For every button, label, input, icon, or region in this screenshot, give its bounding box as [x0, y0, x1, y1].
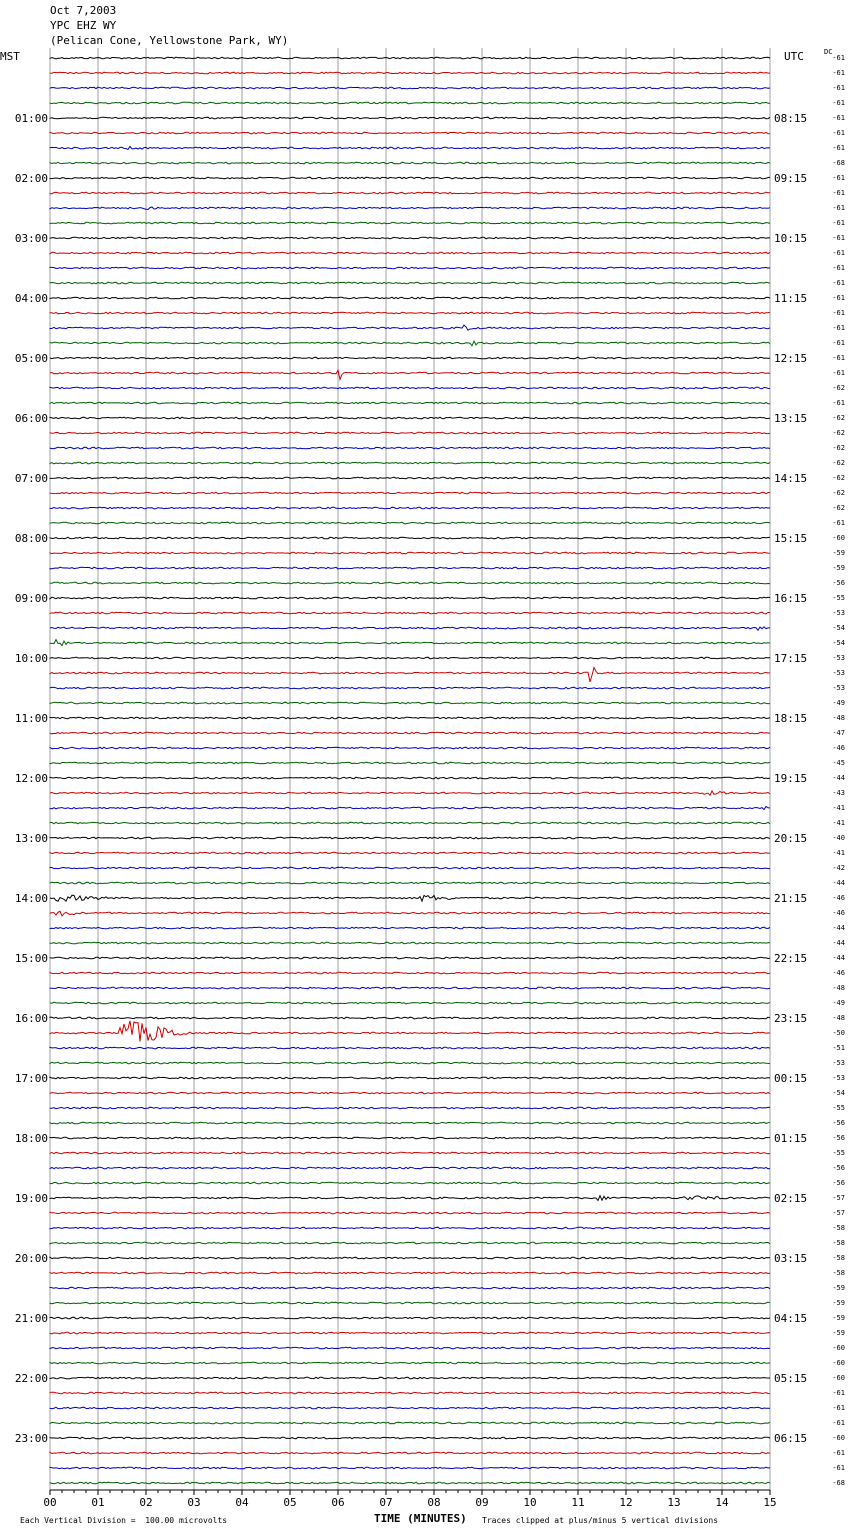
clip-note: Traces clipped at plus/minus 5 vertical divisions — [482, 1516, 719, 1525]
seismic-trace — [50, 1362, 770, 1364]
dc-offset-label: -47 — [832, 729, 845, 737]
dc-offset-label: -62 — [832, 414, 845, 422]
utc-hour-label: 15:15 — [774, 532, 808, 545]
dc-offset-label: -53 — [832, 1059, 845, 1067]
dc-offset-label: -62 — [832, 444, 845, 452]
seismic-trace — [50, 777, 770, 779]
dc-offset-label: -49 — [832, 999, 845, 1007]
utc-hour-label: 06:15 — [774, 1432, 808, 1445]
dc-offset-label: -61 — [832, 264, 845, 272]
seismic-trace — [50, 627, 770, 631]
seismic-trace — [50, 282, 770, 284]
seismic-trace — [50, 657, 770, 659]
x-tick-label: 14 — [715, 1496, 729, 1509]
mst-hour-label: 19:00 — [14, 1192, 48, 1205]
dc-offset-label: -61 — [832, 54, 845, 62]
seismic-trace — [50, 717, 770, 719]
seismic-trace — [50, 837, 770, 839]
seismic-trace — [50, 1302, 770, 1304]
mst-hour-label: 05:00 — [14, 352, 48, 365]
utc-hour-label: 11:15 — [774, 292, 808, 305]
seismic-trace — [50, 1062, 770, 1064]
seismic-trace — [50, 177, 770, 179]
seismic-trace — [50, 668, 770, 682]
dc-offset-label: -61 — [832, 174, 845, 182]
seismic-trace — [50, 567, 770, 569]
dc-offset-label: -61 — [832, 69, 845, 77]
station-code: YPC EHZ WY — [50, 19, 117, 32]
mst-hour-label: 01:00 — [14, 112, 48, 125]
seismic-trace — [50, 87, 770, 89]
seismic-trace — [50, 702, 770, 704]
seismic-trace — [50, 72, 770, 74]
dc-offset-label: -49 — [832, 699, 845, 707]
utc-hour-label: 16:15 — [774, 592, 808, 605]
seismic-trace — [50, 1152, 770, 1154]
seismic-trace — [50, 1272, 770, 1274]
mst-hour-label: 08:00 — [14, 532, 48, 545]
dc-offset-label: -59 — [832, 549, 845, 557]
dc-offset-label: -62 — [832, 459, 845, 467]
x-tick-label: 03 — [187, 1496, 201, 1509]
seismic-trace — [50, 146, 770, 149]
dc-offset-label: -46 — [832, 894, 845, 902]
seismic-trace — [50, 162, 770, 164]
seismic-trace — [50, 972, 770, 974]
utc-hour-label: 21:15 — [774, 892, 808, 905]
seismic-trace — [50, 132, 770, 134]
x-tick-label: 06 — [331, 1496, 345, 1509]
x-tick-label: 02 — [139, 1496, 153, 1509]
dc-offset-label: -58 — [832, 1269, 845, 1277]
x-tick-label: 00 — [43, 1496, 57, 1509]
dc-offset-label: -41 — [832, 819, 845, 827]
utc-hour-label: 18:15 — [774, 712, 808, 725]
seismic-trace — [50, 370, 770, 379]
seismic-trace — [50, 1287, 770, 1289]
dc-offset-label: -44 — [832, 954, 845, 962]
utc-hour-label: 12:15 — [774, 352, 808, 365]
plot-date: Oct 7,2003 — [50, 4, 117, 17]
dc-offset-label: -48 — [832, 984, 845, 992]
seismic-trace — [50, 1122, 770, 1124]
seismic-trace — [50, 807, 770, 810]
dc-offset-label: -61 — [832, 204, 845, 212]
mst-hour-label: 15:00 — [14, 952, 48, 965]
dc-offset-label: -61 — [832, 1449, 845, 1457]
left-timezone-label: MST — [0, 50, 20, 63]
dc-offset-label: -45 — [832, 759, 845, 767]
dc-offset-label: -53 — [832, 684, 845, 692]
dc-offset-label: -46 — [832, 744, 845, 752]
seismic-trace — [50, 522, 770, 524]
seismic-trace — [50, 357, 770, 359]
utc-hour-label: 17:15 — [774, 652, 808, 665]
dc-offset-label: -60 — [832, 1344, 845, 1352]
scale-note: Each Vertical Division = 100.00 microvolts — [20, 1516, 228, 1525]
mst-hour-label: 06:00 — [14, 412, 48, 425]
dc-offset-label: -54 — [832, 639, 845, 647]
seismic-trace — [50, 597, 770, 599]
seismic-trace — [50, 640, 770, 646]
x-tick-label: 11 — [571, 1496, 585, 1509]
x-tick-label: 09 — [475, 1496, 489, 1509]
dc-offset-label: -61 — [832, 324, 845, 332]
dc-offset-label: -61 — [832, 279, 845, 287]
dc-offset-label: -60 — [832, 534, 845, 542]
seismic-trace — [50, 462, 770, 464]
dc-offset-label: -53 — [832, 1074, 845, 1082]
station-location: (Pelican Cone, Yellowstone Park, WY) — [50, 34, 289, 47]
dc-offset-label: -62 — [832, 429, 845, 437]
dc-offset-label: -61 — [832, 354, 845, 362]
seismic-trace — [50, 942, 770, 944]
mst-hour-label: 12:00 — [14, 772, 48, 785]
seismic-trace — [50, 1467, 770, 1469]
dc-offset-label: -42 — [832, 864, 845, 872]
dc-offset-label: -54 — [832, 1089, 845, 1097]
seismic-trace — [50, 732, 770, 734]
seismic-trace — [50, 297, 770, 299]
seismic-trace — [50, 1377, 770, 1379]
seismic-trace — [50, 192, 770, 194]
utc-hour-label: 01:15 — [774, 1132, 808, 1145]
dc-offset-label: -43 — [832, 789, 845, 797]
seismic-trace — [50, 895, 770, 901]
dc-offset-label: -54 — [832, 624, 845, 632]
x-tick-label: 08 — [427, 1496, 441, 1509]
seismic-trace — [50, 1107, 770, 1109]
dc-offset-label: -56 — [832, 1179, 845, 1187]
utc-hour-label: 20:15 — [774, 832, 808, 845]
seismic-trace — [50, 1196, 770, 1201]
mst-hour-label: 02:00 — [14, 172, 48, 185]
seismic-trace — [50, 762, 770, 764]
dc-offset-label: -57 — [832, 1194, 845, 1202]
seismic-trace — [50, 492, 770, 494]
dc-offset-label: -55 — [832, 1149, 845, 1157]
dc-offset-label: -44 — [832, 879, 845, 887]
seismic-trace — [50, 927, 770, 929]
seismic-trace — [50, 432, 770, 434]
utc-hour-label: 09:15 — [774, 172, 808, 185]
seismic-trace — [50, 1212, 770, 1214]
mst-hour-label: 07:00 — [14, 472, 48, 485]
dc-offset-label: -56 — [832, 579, 845, 587]
mst-hour-label: 18:00 — [14, 1132, 48, 1145]
seismic-trace — [50, 1482, 770, 1484]
dc-offset-label: -55 — [832, 594, 845, 602]
x-tick-label: 10 — [523, 1496, 537, 1509]
dc-offset-label: -44 — [832, 939, 845, 947]
seismic-trace — [50, 1017, 770, 1019]
dc-offset-label: -56 — [832, 1134, 845, 1142]
seismic-trace — [50, 911, 770, 916]
dc-offset-label: -61 — [832, 294, 845, 302]
dc-offset-label: -41 — [832, 849, 845, 857]
x-tick-label: 05 — [283, 1496, 297, 1509]
dc-offset-label: -62 — [832, 489, 845, 497]
x-tick-label: 12 — [619, 1496, 633, 1509]
x-tick-label: 15 — [763, 1496, 777, 1509]
dc-offset-label: -61 — [832, 99, 845, 107]
dc-offset-label: -53 — [832, 669, 845, 677]
dc-offset-label: -60 — [832, 1374, 845, 1382]
seismic-trace — [50, 852, 770, 854]
dc-offset-label: -61 — [832, 1389, 845, 1397]
seismic-trace — [50, 102, 770, 104]
dc-offset-label: -61 — [832, 129, 845, 137]
seismic-trace — [50, 1182, 770, 1184]
seismic-trace — [50, 1242, 770, 1244]
dc-offset-label: -46 — [832, 909, 845, 917]
dc-offset-label: -61 — [832, 114, 845, 122]
mst-hour-label: 03:00 — [14, 232, 48, 245]
seismic-trace — [50, 1257, 770, 1259]
dc-offset-label: -48 — [832, 714, 845, 722]
dc-offset-label: -61 — [832, 1419, 845, 1427]
dc-offset-label: -55 — [832, 1104, 845, 1112]
seismic-trace — [50, 1021, 770, 1042]
seismic-trace — [50, 1167, 770, 1169]
utc-hour-label: 00:15 — [774, 1072, 808, 1085]
seismic-trace — [50, 612, 770, 614]
mst-hour-label: 09:00 — [14, 592, 48, 605]
seismic-trace — [50, 1077, 770, 1079]
utc-hour-label: 03:15 — [774, 1252, 808, 1265]
seismic-trace — [50, 1002, 770, 1004]
seismic-trace — [50, 582, 770, 584]
utc-hour-label: 23:15 — [774, 1012, 808, 1025]
seismic-trace — [50, 1422, 770, 1424]
mst-hour-label: 16:00 — [14, 1012, 48, 1025]
dc-offset-label: -44 — [832, 774, 845, 782]
mst-hour-label: 11:00 — [14, 712, 48, 725]
seismic-trace — [50, 387, 770, 389]
seismic-trace — [50, 867, 770, 869]
dc-offset-label: -40 — [832, 834, 845, 842]
seismic-trace — [50, 552, 770, 554]
seismic-trace — [50, 747, 770, 749]
seismic-trace — [50, 537, 770, 539]
mst-hour-label: 04:00 — [14, 292, 48, 305]
seismic-trace — [50, 1437, 770, 1439]
dc-offset-label: -59 — [832, 1314, 845, 1322]
dc-offset-label: -51 — [832, 1044, 845, 1052]
dc-offset-label: -61 — [832, 144, 845, 152]
seismic-trace — [50, 1332, 770, 1334]
seismic-trace — [50, 417, 770, 419]
seismic-trace — [50, 1227, 770, 1229]
utc-hour-label: 22:15 — [774, 952, 808, 965]
dc-offset-label: -59 — [832, 1329, 845, 1337]
dc-offset-label: -61 — [832, 399, 845, 407]
seismic-trace — [50, 267, 770, 269]
dc-offset-label: -59 — [832, 1299, 845, 1307]
seismic-trace — [50, 57, 770, 59]
seismic-trace — [50, 1317, 770, 1319]
seismic-trace — [50, 1407, 770, 1409]
seismic-trace — [50, 325, 770, 330]
x-tick-label: 01 — [91, 1496, 105, 1509]
dc-offset-label: -61 — [832, 1464, 845, 1472]
mst-hour-label: 17:00 — [14, 1072, 48, 1085]
seismic-trace — [50, 1452, 770, 1454]
dc-offset-label: -61 — [832, 519, 845, 527]
seismic-trace — [50, 117, 770, 119]
seismic-trace — [50, 791, 770, 795]
seismic-trace — [50, 447, 770, 449]
dc-offset-label: -60 — [832, 1434, 845, 1442]
seismic-trace — [50, 1047, 770, 1049]
seismic-trace — [50, 252, 770, 254]
mst-hour-label: 10:00 — [14, 652, 48, 665]
x-tick-label: 13 — [667, 1496, 681, 1509]
seismic-trace — [50, 987, 770, 989]
dc-offset-label: -50 — [832, 1029, 845, 1037]
seismic-trace — [50, 1137, 770, 1139]
seismic-trace — [50, 402, 770, 404]
dc-offset-label: -61 — [832, 309, 845, 317]
mst-hour-label: 20:00 — [14, 1252, 48, 1265]
dc-offset-label: -60 — [832, 1359, 845, 1367]
dc-offset-label: -57 — [832, 1209, 845, 1217]
dc-offset-label: -58 — [832, 1224, 845, 1232]
seismic-trace — [50, 687, 770, 689]
mst-hour-label: 21:00 — [14, 1312, 48, 1325]
utc-hour-label: 08:15 — [774, 112, 808, 125]
dc-offset-label: -61 — [832, 219, 845, 227]
dc-offset-label: -59 — [832, 564, 845, 572]
utc-hour-label: 19:15 — [774, 772, 808, 785]
dc-offset-label: -61 — [832, 1404, 845, 1412]
dc-offset-label: -53 — [832, 609, 845, 617]
dc-offset-label: -61 — [832, 339, 845, 347]
dc-offset-label: -68 — [832, 1479, 845, 1487]
seismic-trace — [50, 1347, 770, 1349]
seismic-trace — [50, 882, 770, 884]
dc-offset-label: -44 — [832, 924, 845, 932]
dc-offset-label: -56 — [832, 1164, 845, 1172]
mst-hour-label: 23:00 — [14, 1432, 48, 1445]
utc-hour-label: 10:15 — [774, 232, 808, 245]
x-axis-title: TIME (MINUTES) — [374, 1512, 467, 1525]
seismic-trace — [50, 237, 770, 239]
dc-offset-label: -62 — [832, 474, 845, 482]
seismic-trace — [50, 1092, 770, 1094]
utc-hour-label: 02:15 — [774, 1192, 808, 1205]
seismic-trace — [50, 1392, 770, 1394]
seismic-trace — [50, 957, 770, 959]
seismic-trace — [50, 822, 770, 824]
dc-offset-label: -56 — [832, 1119, 845, 1127]
seismic-trace — [50, 312, 770, 314]
x-tick-label: 04 — [235, 1496, 249, 1509]
dc-offset-header: DC — [824, 48, 833, 56]
dc-offset-label: -48 — [832, 1014, 845, 1022]
dc-offset-label: -61 — [832, 84, 845, 92]
dc-offset-label: -41 — [832, 804, 845, 812]
seismic-trace — [50, 477, 770, 479]
dc-offset-label: -68 — [832, 159, 845, 167]
dc-offset-label: -53 — [832, 654, 845, 662]
dc-offset-label: -58 — [832, 1239, 845, 1247]
x-tick-label: 07 — [379, 1496, 393, 1509]
dc-offset-label: -61 — [832, 234, 845, 242]
utc-hour-label: 05:15 — [774, 1372, 808, 1385]
dc-offset-label: -62 — [832, 384, 845, 392]
dc-offset-label: -61 — [832, 249, 845, 257]
right-timezone-label: UTC — [784, 50, 804, 63]
utc-hour-label: 14:15 — [774, 472, 808, 485]
mst-hour-label: 14:00 — [14, 892, 48, 905]
seismic-trace — [50, 207, 770, 210]
seismic-trace — [50, 222, 770, 224]
seismic-trace — [50, 341, 770, 346]
dc-offset-label: -61 — [832, 189, 845, 197]
seismic-trace — [50, 507, 770, 509]
utc-hour-label: 04:15 — [774, 1312, 808, 1325]
mst-hour-label: 13:00 — [14, 832, 48, 845]
dc-offset-label: -62 — [832, 504, 845, 512]
mst-hour-label: 22:00 — [14, 1372, 48, 1385]
dc-offset-label: -59 — [832, 1284, 845, 1292]
utc-hour-label: 13:15 — [774, 412, 808, 425]
dc-offset-label: -58 — [832, 1254, 845, 1262]
dc-offset-label: -46 — [832, 969, 845, 977]
dc-offset-label: -61 — [832, 369, 845, 377]
